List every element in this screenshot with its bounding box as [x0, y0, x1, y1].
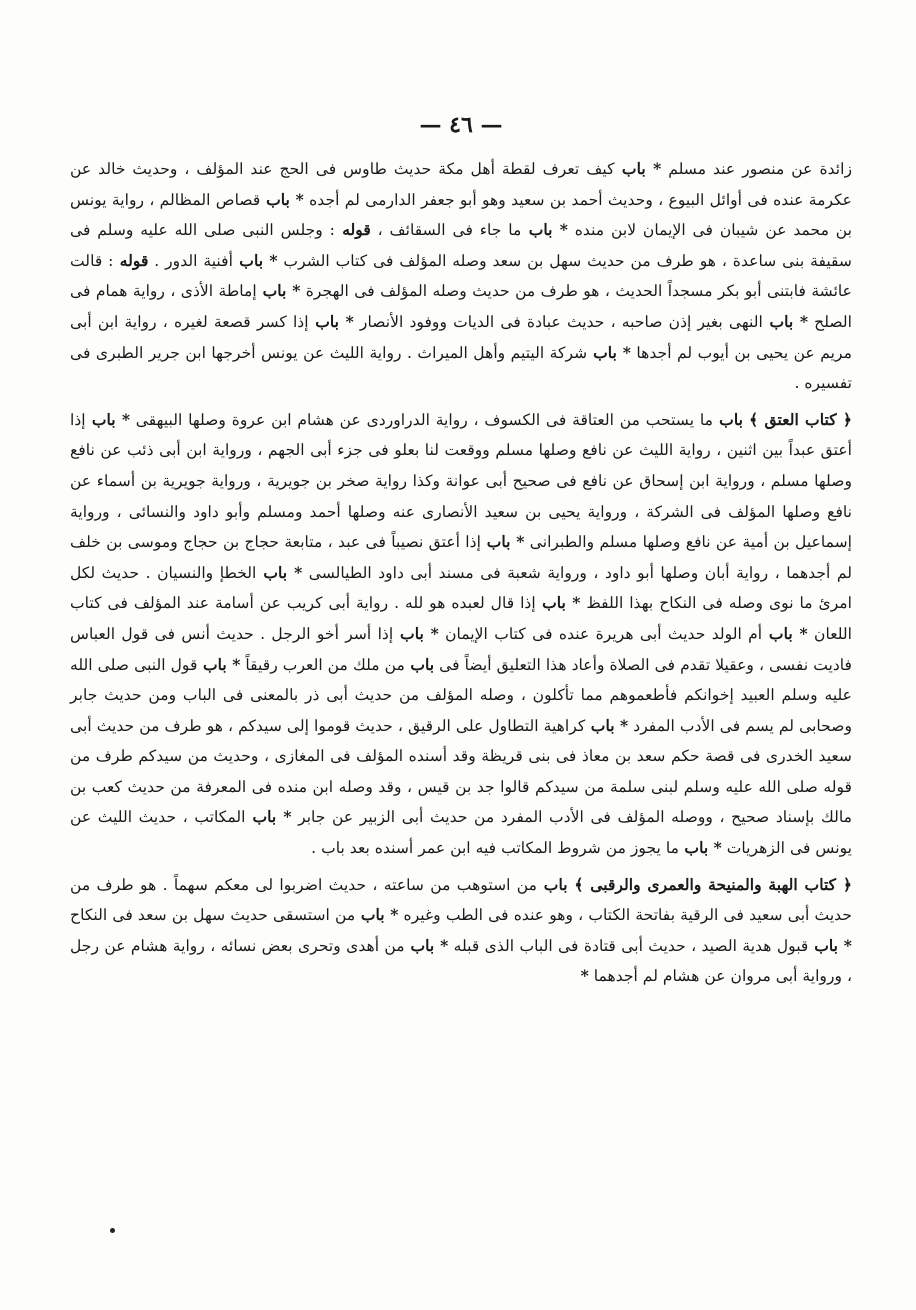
text-run: : وجلس النبى صلى الله عليه وسلم فى سقيفة بنى ساعدة ، هو طرف من حديث سهل بن سعد وصله المؤلف فى كتاب الشرب — [70, 221, 852, 270]
bold-keyword: قوله — [113, 250, 149, 270]
text-run: إذا كسر قصعة لغيره ، رواية ابن أبى مريم عن يحيى بن أيوب لم أجدها — [70, 312, 852, 362]
bold-keyword: * باب — [585, 715, 629, 735]
text-run: كراهية التطاول على الرقيق ، حديث قوموا إلى سيدكم ، هو طرف من حديث أبى سعيد الخدرى فى قصة حكم سعد بن معاذ فى بنى قريظة وقد أسنده المؤلف فى المغازى ، وحديث من سيدكم طرف من قوله صلى الله عليه وسلم لبنى سلمة من سيدكم قالوا جد بن قيس ، وقد وصله ابن منده فى المعرفة من حديث كعب بن مالك بإسناد صحيح ، ووصله المؤلف فى الأدب المفرد من حديث أبى الزبير عن جابر — [70, 716, 852, 827]
paragraph — [70, 870, 852, 992]
text-run: زائدة عن منصور عند مسلم — [661, 160, 852, 178]
bold-keyword: * باب — [808, 935, 852, 955]
text-run: من ملك من العرب رقيقاً — [240, 655, 405, 674]
bold-keyword: * باب — [245, 807, 292, 827]
bold-keyword: * — [580, 966, 589, 986]
text-run: إذا قال لعبده هو لله . رواية أبى كريب عن أسامة عند المؤلف فى كتاب اللعان — [70, 594, 852, 643]
text-run: قصاص المظالم ، رواية يونس بن محمد عن شيبان فى الإيمان لابن منده — [70, 190, 852, 240]
text-run: أم الولد حديث أبى هريرة عنده فى كتاب الإيمان — [438, 624, 763, 643]
bold-keyword: * باب — [762, 623, 808, 643]
text-run: شركة اليتيم وأهل الميراث . رواية الليث عن يونس أخرجها ابن جرير الطبرى فى تفسيره . — [70, 343, 852, 393]
bold-keyword: * باب — [587, 342, 631, 362]
bold-keyword: * باب — [256, 281, 301, 301]
ink-dot — [110, 1228, 115, 1233]
bold-keyword: * باب — [85, 409, 130, 429]
bold-keyword: * باب — [197, 654, 241, 674]
bold-keyword: * باب — [256, 562, 303, 582]
bold-keyword: * باب — [404, 935, 449, 955]
page-number: — ٤٦ — — [419, 112, 503, 138]
text-run: قبول هدية الصيد ، حديث أبى قتادة فى الباب الذى قبله — [448, 936, 809, 955]
bold-keyword: * باب — [535, 593, 581, 613]
text-run: أفنية الدور . — [148, 251, 233, 270]
bold-keyword: ﴿ كتاب العتق ﴾ باب — [712, 409, 852, 429]
text-run: من استسقى حديث سهل بن سعد فى النكاح — [70, 906, 356, 925]
paragraph — [70, 154, 852, 399]
bold-keyword: قوله — [334, 220, 371, 240]
bold-keyword: * باب — [521, 220, 568, 240]
text-run: إذا أعتق عبداً بين اثنين ، رواية الليث عن نافع وصلها مسلم ووقعت لنا بعلو فى جزء أبى الجهم ، ورواية ابن أبى ذئب عن نافع وصلها مسلم ، ورواية ابن إسحاق عن نافع فى صحيح أبى عوانة وكذا رواية صخر بن جويرية ، ورواية جويرية بن أسماء عن نافع وصلها المؤلف فى الشركة ، ورواية يحيى بن سعيد الأنصارى عنه وصلها أحمد ومسلم وأبو داود والنسائى ، ورواية إسماعيل بن أمية عن نافع وصلها مسلم والطبرانى — [70, 410, 853, 552]
text-run: الخطإ والنسيان . حديث لكل امرئ ما نوى وصله فى النكاح بهذا اللفظ — [70, 563, 852, 613]
text-run: من استوهب من ساعته ، حديث اضربوا لى معكم سهماً . هو طرف من حديث أبى سعيد فى الرقية بفاتحة الكتاب ، وهو عنده فى الطب وغيره — [70, 875, 852, 925]
bold-keyword: باب — [404, 654, 435, 674]
bold-keyword: * باب — [393, 623, 439, 643]
bold-keyword: * باب — [260, 189, 304, 209]
text-run: إماطة الأذى ، رواية همام فى الصلح — [70, 282, 853, 331]
text-run: من أهدى وتحرى بعض نسائه ، رواية هشام عن رجل ، ورواية أبى مروان عن هشام لم أجدهما — [70, 936, 852, 986]
text-run: ما يجوز من شروط المكاتب فيه ابن عمر أسنده بعد باب . — [311, 839, 679, 858]
bold-keyword: * باب — [614, 159, 662, 178]
text-run: : قالت عائشة فابتنى أبو بكر مسجداً الحديث ، هو طرف من حديث وصله المؤلف فى الهجرة — [70, 251, 852, 301]
bold-keyword: * باب — [480, 532, 525, 552]
body-text — [70, 154, 852, 992]
bold-keyword: * باب — [762, 311, 809, 331]
text-run: إذا أعتق نصيباً فى عبد ، متابعة حجاج بن حجاج وموسى بن خلف لم أجدهما ، رواية أبان وصلها أبو داود ، ورواية شعبة فى مسند أبى داود الطيالسى — [70, 533, 852, 582]
bold-keyword: * باب — [232, 250, 278, 270]
bold-keyword: * باب — [308, 311, 354, 331]
bold-keyword: * باب — [355, 905, 399, 925]
bold-keyword: ﴿ كتاب الهبة والمنيحة والعمرى والرقبى ﴾ باب — [537, 874, 852, 894]
text-run: قول النبى صلى الله عليه وسلم العبيد إخوانكم فأطعموهم مما تأكلون ، وصله المؤلف من حديث أبى ذر بالمعنى فى الباب ومن حديث جابر وصحابى لم يسم فى الأدب المفرد — [70, 655, 853, 735]
text-run: كيف تعرف لقطة أهل مكة حديث طاوس فى الحج عند المؤلف ، وحديث خالد عن عكرمة عنده فى أوائل البيوع ، وحديث أحمد بن سعيد وهو أبو جعفر الدارمى لم أجده — [70, 160, 852, 209]
paragraph — [70, 405, 852, 864]
text-run: إذا أسر أخو الرجل . حديث أنس فى قول العباس فاديت نفسى ، وعقيلا تقدم فى الصلاة وأعاد هذا التعليق أيضاً فى — [70, 624, 852, 674]
text-run: النهى بغير إذن صاحبه ، حديث عبادة فى الديات ووفود الأنصار — [353, 312, 763, 331]
text-run: ما جاء فى السقائف ، — [370, 221, 522, 240]
text-run: ما يستحب من العتاقة فى الكسوف ، رواية الدراوردى عن هشام ابن عروة وصلها البيهقى — [130, 410, 713, 429]
text-run: المكاتب ، حديث الليث عن يونس فى الزهريات — [70, 808, 852, 858]
bold-keyword: * باب — [678, 838, 722, 858]
